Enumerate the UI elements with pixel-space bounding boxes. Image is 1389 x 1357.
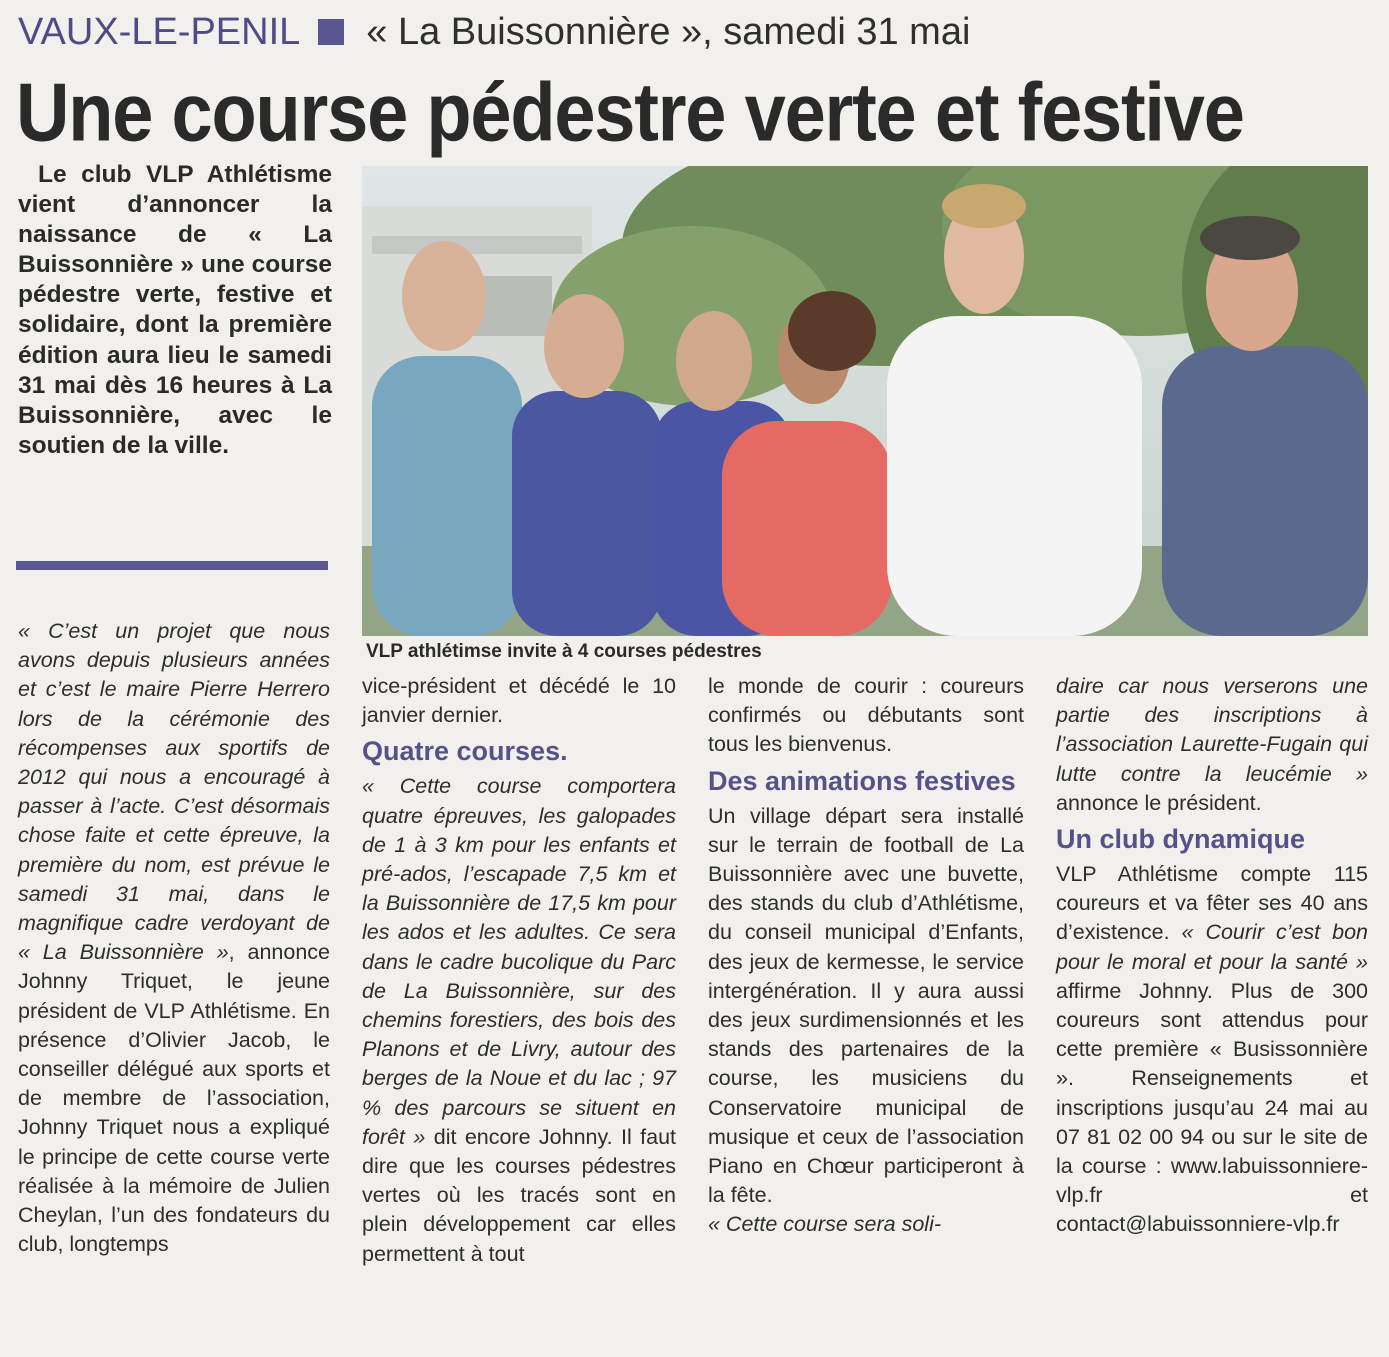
kicker-square-icon — [318, 19, 344, 45]
column-1-quote: « C’est un projet que nous avons depuis plusieurs années et c’est le maire Pierre Herrero lors de la cérémonie des récompenses aux sportifs de 2012 qui nous a encouragé à passer à l’acte. C’est désormais chose faite et cette épreuve, la première du nom, est prévue le samedi 31 mai, dans le magnifique cadre verdoyant de « La Buissonnière » — [18, 619, 330, 965]
column-3-heading: Des animations festives — [708, 765, 1016, 796]
column-2-text-1: vice-président et décédé le 10 janvier dernier. — [362, 674, 676, 728]
photo-caption: VLP athlétimse invite à 4 courses pédestres — [366, 641, 762, 662]
column-2 — [362, 672, 676, 1269]
column-4-text-1: annonce le président. — [1056, 790, 1262, 815]
column-4-text-3: affirme Johnny. Plus de 300 coureurs sont attendus pour cette première « Busissonnière ». Renseignements et inscriptions jusqu’au 24 mai au 07 81 02 00 94 ou sur le site de la course : www.labuissonniere-vlp.fr et contact@labuissonniere-vlp.fr — [1056, 978, 1368, 1237]
column-4-quote-2: « Courir c’est bon pour le moral et pour la santé » — [1056, 920, 1368, 974]
column-2-quote: « Cette course comportera quatre épreuves, les galopades de 1 à 3 km pour les enfants et pré-ados, l’escapade 7,5 km et la Buissonnière de 17,5 km pour les ados et les adultes. Ce sera dans le cadre bucolique du Parc de La Buissonnière, sur des chemins forestiers, des bois des Planons et de Livry, autour des berges de la Noue et du lac ; 97 % des parcours se situent en forêt » — [362, 774, 676, 1149]
kicker-event: « La Buissonnière », samedi 31 mai — [366, 10, 971, 53]
column-2-heading: Quatre courses. — [362, 736, 568, 767]
column-1-paragraph — [18, 617, 330, 1259]
kicker-location: VAUX-LE-PENIL — [18, 10, 301, 53]
column-3-text-1: le monde de courir : coureurs confirmés ou débutants sont tous les bienvenus. — [708, 674, 1024, 757]
column-3-text-2: Un village départ sera installé sur le terrain de football de La Buissonnière avec une buvette, des stands du club d’Athlétisme, du conseil municipal d’Enfants, des jeux de kermesse, le service intergénération. Il y aura aussi des jeux surdimensionnés et les stands des partenaires de la course, les musiciens du Conservatoire municipal de musique et ceux de l’association Piano en Chœur participeront à la fête. — [708, 803, 1024, 1208]
column-3-quote: « Cette course sera soli- — [708, 1212, 942, 1237]
column-4-paragraph-2 — [1056, 860, 1368, 1240]
column-4-paragraph-1 — [1056, 672, 1368, 818]
column-4 — [1056, 672, 1368, 1240]
column-1 — [18, 617, 330, 1259]
kicker — [18, 4, 970, 60]
lead-paragraph: Le club VLP Athlétisme vient d’annoncer la naissance de « La Buissonnière » une course pédestre verte, festive et solidaire, dont la première édition aura lieu le samedi 31 mai dès 16 heures à La Buissonnière, avec le soutien de la ville. — [18, 161, 332, 459]
column-2-paragraph — [362, 772, 676, 1268]
column-2-text-2: dit encore Johnny. Il faut dire que les courses pédestres vertes où les tracés sont en plein développement car elles permettent à tout — [362, 1124, 676, 1266]
column-1-text: , annonce Johnny Triquet, le jeune président de VLP Athlétisme. En présence d’Olivier Jacob, le conseiller délégué aux sports et de membre de l’association, Johnny Triquet nous a expliqué le principe de cette course verte réalisée à la mémoire de Julien Cheylan, l’un des fondateurs du club, longtemps — [18, 940, 330, 1257]
lead-rule — [16, 561, 328, 570]
column-4-text-2: VLP Athlétisme compte 115 coureurs et va fêter ses 40 ans d’existence. — [1056, 862, 1368, 945]
group-photo — [362, 166, 1368, 636]
group-photo-illustration — [362, 166, 1368, 636]
column-3 — [708, 672, 1024, 1240]
column-4-quote-1: daire car nous verserons une partie des inscriptions à l’association Laurette-Fugain qui lutte contre la leucémie » — [1056, 674, 1368, 786]
column-4-heading: Un club dynamique — [1056, 824, 1306, 855]
headline: Une course pédestre verte et festive — [16, 65, 1244, 159]
